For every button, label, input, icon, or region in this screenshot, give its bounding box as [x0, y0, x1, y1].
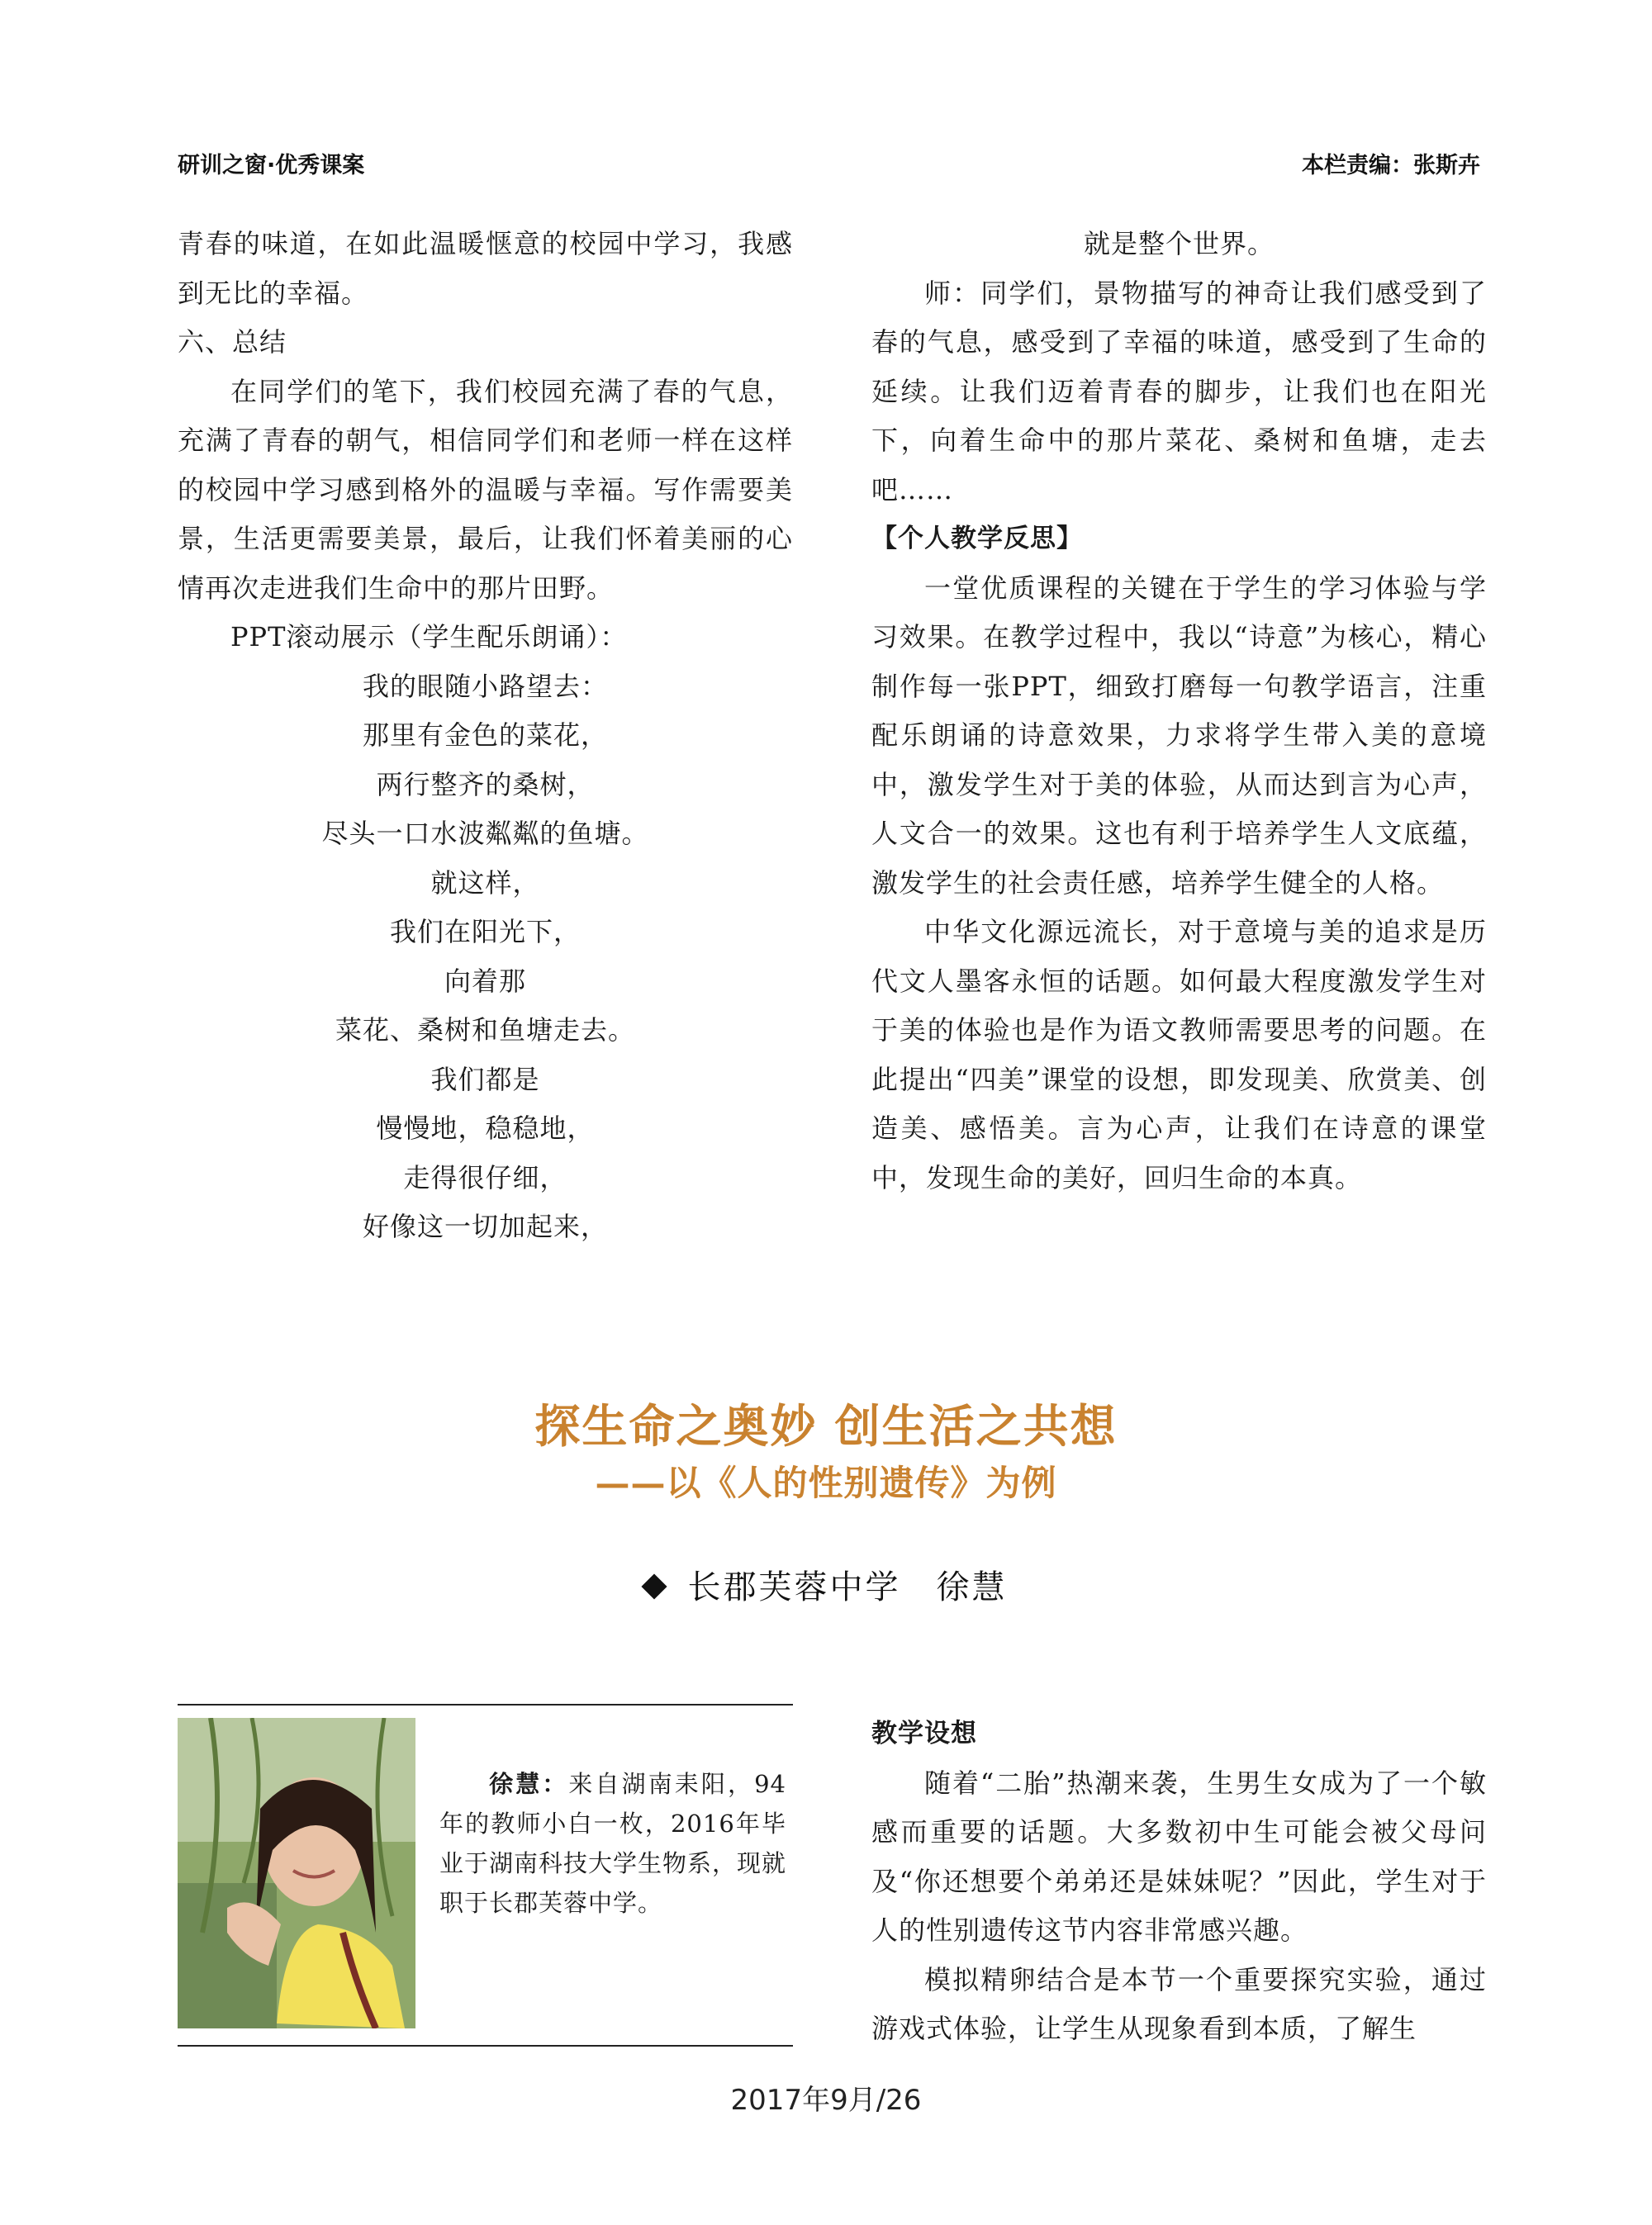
poem-line: 好像这一切加起来，: [362, 1211, 608, 1242]
left-column: [178, 220, 793, 1252]
poem-line: 菜花、桑树和鱼塘走去。: [335, 1014, 635, 1046]
poem: [178, 662, 793, 1252]
poem-line: 我们在阳光下，: [389, 916, 581, 947]
right-column: [871, 220, 1487, 1203]
article-subtitle: ——以《人的性别遗传》为例: [595, 1463, 1057, 1503]
poem-line: 走得很仔细，: [403, 1161, 567, 1193]
poem-line: 尽头一口水波粼粼的鱼塘。: [321, 818, 649, 849]
bio-name: 徐慧：: [487, 1770, 569, 1798]
paragraph: 模拟精卵结合是本节一个重要探究实验，通过游戏式体验，让学生从现象看到本质，了解生: [871, 1963, 1487, 2044]
poem-line: 向着那: [444, 965, 526, 997]
paragraph: 青春的味道，在如此温暖惬意的校园中学习，我感到无比的幸福。: [178, 228, 793, 309]
paragraph: 一堂优质课程的关键在于学生的学习体验与学习效果。在教学过程中，我以“诗意”为核心，精心制作每一张PPT，细致打磨每一句教学语言，注重配乐朗诵的诗意效果，力求将学生带入美的意境中，激发学生对于美的体验，从而达到言为心声，人文合一的效果。这也有利于培养学生人文底蕴，激发学生的社会责任感，培养学生健全的人格。: [871, 572, 1487, 899]
header-editor: 本栏责编：张斯卉: [1302, 153, 1480, 178]
page-footer: 2017年9月/26: [730, 2084, 922, 2117]
author-bio: [439, 1764, 786, 1923]
article-author: [0, 1561, 1652, 1608]
poem-line: 就是整个世界。: [1083, 228, 1275, 259]
section-heading: 【个人教学反思】: [871, 524, 1083, 553]
paragraph: 在同学们的笔下，我们校园充满了春的气息，充满了青春的朝气，相信同学们和老师一样在这样的校园中学习感到格外的温暖与幸福。写作需要美景，生活更需要美景，最后，让我们怀着美丽的心情再次走进我们生命中的那片田野。: [178, 375, 793, 604]
divider: [178, 1704, 793, 1706]
section-heading: 六、总结: [178, 326, 287, 358]
paragraph: 随着“二胎”热潮来袭，生男生女成为了一个敏感而重要的话题。大多数初中生可能会被父母问及“你还想要个弟弟还是妹妹呢？”因此，学生对于人的性别遗传这节内容非常感兴趣。: [871, 1767, 1487, 1946]
section-heading: 教学设想: [871, 1719, 977, 1748]
poem-line: 两行整齐的桑树，: [376, 768, 595, 800]
poem-line: 那里有金色的菜花，: [362, 719, 608, 751]
paragraph: 师：同学们，景物描写的神奇让我们感受到了春的气息，感受到了幸福的味道，感受到了生命的延续。让我们迈着青春的脚步，让我们也在阳光下，向着生命中的那片菜花、桑树和鱼塘，走去吧……: [871, 277, 1487, 505]
lower-right-column: [871, 1710, 1487, 2054]
header-column-title: 研训之窗·优秀课案: [178, 153, 365, 178]
divider: [178, 2045, 793, 2047]
bio-text: 来自湖南耒阳，94年的教师小白一枚，2016年毕业于湖南科技大学生物系，现就职于长郡芙蓉中学。: [439, 1770, 787, 1917]
poem-line: 就这样，: [430, 866, 540, 899]
paragraph: 中华文化源远流长，对于意境与美的追求是历代文人墨客永恒的话题。如何最大程度激发学生对于美的体验也是作为语文教师需要思考的问题。在此提出“四美”课堂的设想，即发现美、欣赏美、创造美、感悟美。言为心声，让我们在诗意的课堂中，发现生命的美好，回归生命的本真。: [871, 916, 1487, 1193]
article-title: 探生命之奥妙 创生活之共想: [534, 1399, 1118, 1453]
poem-line: 慢慢地，稳稳地，: [376, 1112, 595, 1144]
poem-line: 我们都是: [430, 1063, 540, 1095]
author-photo: [178, 1718, 415, 2028]
poem-line: 我的眼随小路望去：: [362, 670, 608, 702]
author-text: 长郡芙蓉中学 徐慧: [687, 1568, 1008, 1606]
author-photo-illustration: [178, 1718, 415, 2028]
ppt-note: PPT滚动展示（学生配乐朗诵）：: [230, 621, 628, 652]
diamond-icon: [641, 1573, 667, 1599]
